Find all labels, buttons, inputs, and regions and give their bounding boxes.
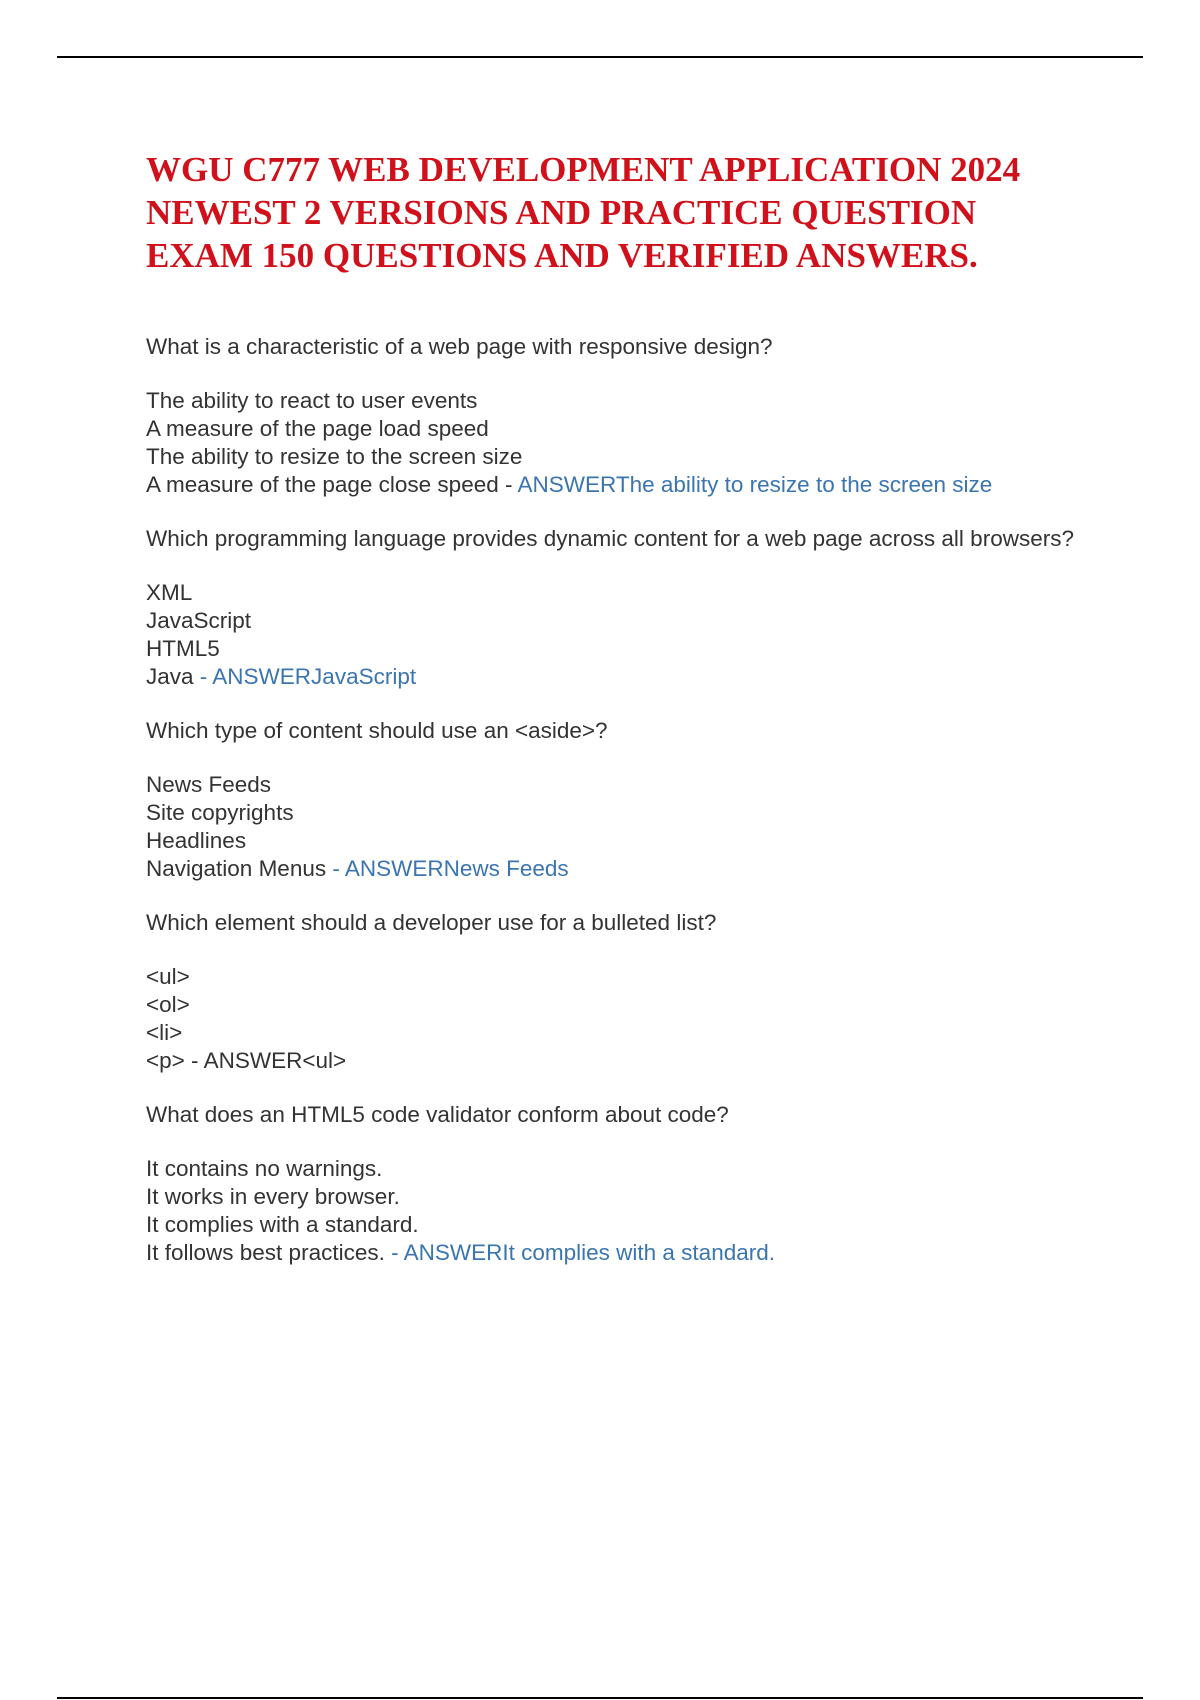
answer-text: ANSWER<ul> [203, 1048, 347, 1073]
answer-separator: - [498, 472, 518, 497]
options-list [146, 579, 1106, 691]
option-text: Java [146, 664, 194, 689]
option: XML [146, 580, 193, 605]
option: News Feeds [146, 772, 272, 797]
question-block-4 [146, 909, 1106, 1075]
title-line-3: EXAM 150 QUESTIONS AND VERIFIED ANSWERS. [146, 236, 978, 275]
option-with-answer [146, 663, 1106, 691]
question-block-2 [146, 525, 1106, 691]
title-line-1: WGU C777 WEB DEVELOPMENT APPLICATION 2024 [146, 150, 1021, 189]
option: Headlines [146, 828, 247, 853]
title-line-2: NEWEST 2 VERSIONS AND PRACTICE QUESTION [146, 193, 977, 232]
option-with-answer [146, 1047, 1106, 1075]
options-list [146, 1155, 1106, 1267]
option-text: Navigation Menus [146, 856, 327, 881]
option-with-answer [146, 1239, 1106, 1267]
option-with-answer [146, 471, 1106, 499]
question-text: Which programming language provides dynamic content for a web page across all browsers? [146, 526, 1074, 551]
option: <ul> [146, 964, 190, 989]
option: JavaScript [146, 608, 252, 633]
question-block-5 [146, 1101, 1106, 1267]
question-text: What does an HTML5 code validator conform about code? [146, 1102, 729, 1127]
option: It contains no warnings. [146, 1156, 383, 1181]
answer-separator: - [384, 1240, 404, 1265]
answer-text: ANSWERThe ability to resize to the screen size [517, 472, 993, 497]
option: <ol> [146, 992, 190, 1017]
question-text: Which type of content should use an <aside>? [146, 718, 608, 743]
bottom-rule [57, 1697, 1143, 1699]
option: The ability to resize to the screen size [146, 444, 523, 469]
option: The ability to react to user events [146, 388, 478, 413]
answer-separator: - [184, 1048, 204, 1073]
answer-separator: - [326, 856, 345, 881]
options-list [146, 771, 1106, 883]
answer-separator: - [193, 664, 213, 689]
top-rule [57, 56, 1143, 58]
option-with-answer [146, 855, 1106, 883]
option: It works in every browser. [146, 1184, 400, 1209]
document-title [146, 148, 1106, 277]
answer-text: ANSWERIt complies with a standard. [403, 1240, 775, 1265]
question-text: Which element should a developer use for a bulleted list? [146, 910, 717, 935]
option-text: A measure of the page close speed [146, 472, 499, 497]
answer-text: ANSWERNews Feeds [344, 856, 569, 881]
option-text: It follows best practices. [146, 1240, 385, 1265]
question-text: What is a characteristic of a web page with responsive design? [146, 334, 773, 359]
option-text: <p> [146, 1048, 185, 1073]
option: A measure of the page load speed [146, 416, 489, 441]
option: <li> [146, 1020, 183, 1045]
option: It complies with a standard. [146, 1212, 419, 1237]
question-block-1 [146, 333, 1106, 499]
answer-text: ANSWERJavaScript [212, 664, 417, 689]
options-list [146, 387, 1106, 499]
question-list [146, 333, 1106, 1293]
question-block-3 [146, 717, 1106, 883]
option: HTML5 [146, 636, 220, 661]
options-list [146, 963, 1106, 1075]
option: Site copyrights [146, 800, 294, 825]
